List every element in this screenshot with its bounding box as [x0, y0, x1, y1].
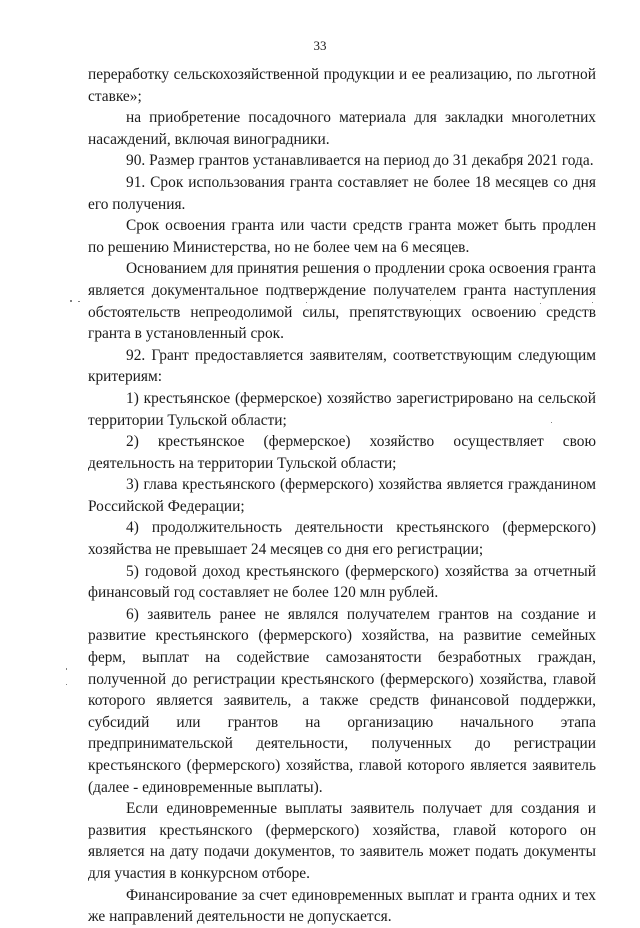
- scan-speck: [592, 302, 593, 303]
- criterion-6: 6) заявитель ранее не являлся получателем грантов на создание и развитие крестьянского (фермерского) хозяйства, на развитие семейных ферм, выплат на содействие самозанятости безработных граждан, полученной до регистрации крестьянского (фермерского) хозяйства, главой которого является заявитель, а также средств финансовой поддержки, субсидий или грантов на организацию начального этапа предпринимательской деятельности, полученных до регистрации крестьянского (фермерского) хозяйства, главой которого является заявитель (далее - единовременные выплаты).: [88, 605, 596, 796]
- paragraph-90: 90. Размер грантов устанавливается на период до 31 декабря 2021 года.: [126, 152, 594, 170]
- paragraph-continuation: переработку сельскохозяйственной продукции и ее реализацию, по льготной ставке»;: [88, 66, 596, 105]
- paragraph-extension-grounds: Основанием для принятия решения о продлении срока освоения гранта является документальное подтверждение получателем гранта наступления обстоятельств непреодолимой силы, препятствующих освоению средств гранта в установленный срок.: [88, 260, 596, 343]
- criterion-1: 1) крестьянское (фермерское) хозяйство зарегистрировано на сельской территории Тульской области;: [88, 389, 596, 429]
- paragraph-planting-material: на приобретение посадочного материала для закладки многолетних насаждений, включая виноградники.: [88, 109, 596, 148]
- scan-speck: [78, 301, 80, 302]
- criterion-4: 4) продолжительность деятельности крестьянского (фермерского) хозяйства не превышает 24 месяцев со дня его регистрации;: [88, 519, 596, 559]
- page-number: 33: [313, 38, 327, 53]
- paragraph-financing: Финансирование за счет единовременных выплат и гранта одних и тех же направлений деятельности не допускается.: [88, 886, 596, 926]
- scan-speck: [66, 668, 67, 670]
- document-body: [88, 64, 596, 928]
- paragraph-extension: Срок освоения гранта или части средств гранта может быть продлен по решению Министерства, но не более чем на 6 месяцев.: [88, 217, 596, 256]
- paragraph-92: 92. Грант предоставляется заявителям, соответствующим следующим критериям:: [88, 346, 596, 386]
- scan-speck: [306, 302, 307, 303]
- scan-speck: [430, 300, 431, 301]
- criterion-3: 3) глава крестьянского (фермерского) хозяйства является гражданином Российской Федерации;: [88, 476, 596, 515]
- scan-speck: [540, 303, 541, 304]
- criterion-5: 5) годовой доход крестьянского (фермерского) хозяйства за отчетный финансовый год составляет не более 120 млн рублей.: [88, 562, 596, 602]
- scan-speck: [70, 300, 72, 302]
- paragraph-91: 91. Срок использования гранта составляет не более 18 месяцев со дня его получения.: [88, 173, 596, 213]
- scan-speck: [66, 684, 67, 685]
- paragraph-lump-sum: Если единовременные выплаты заявитель получает для создания и развития крестьянского (фермерского) хозяйства, главой которого он является на дату подачи документов, то заявитель может подать документы для участия в конкурсном отборе.: [88, 800, 596, 882]
- criterion-2: 2) крестьянское (фермерское) хозяйство осуществляет свою деятельность на территории Тульской области;: [88, 433, 596, 472]
- scan-speck: [551, 422, 552, 423]
